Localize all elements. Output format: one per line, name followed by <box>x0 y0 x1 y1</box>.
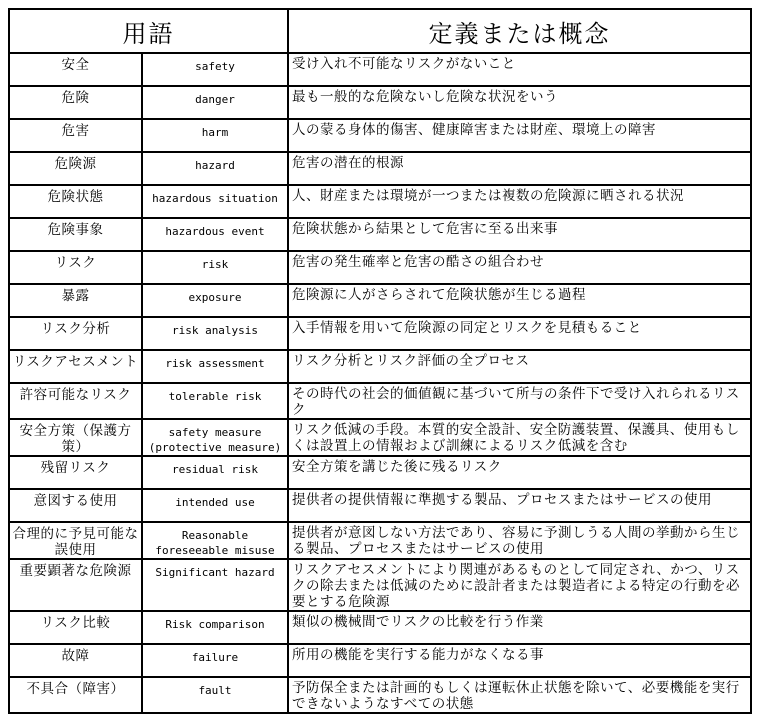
term-en-cell: intended use <box>142 489 288 522</box>
table-row <box>9 383 751 419</box>
term-ja-cell: 安全方策（保護方策） <box>9 419 142 456</box>
term-en-cell: failure <box>142 644 288 677</box>
term-en-cell: safety <box>142 53 288 86</box>
definition-cell: リスクアセスメントにより関連があるものとして同定され、かつ、リスクの除去または低減のために設計者または製造者による特定の行動を必要とする危険源 <box>288 559 751 611</box>
term-en-cell: Reasonable foreseeable misuse <box>142 522 288 559</box>
definition-cell: リスク分析とリスク評価の全プロセス <box>288 350 751 383</box>
term-ja-cell: 危害 <box>9 119 142 152</box>
term-en-cell: harm <box>142 119 288 152</box>
definition-cell: 危害の潜在的根源 <box>288 152 751 185</box>
term-ja-cell: 危険源 <box>9 152 142 185</box>
terminology-table-container <box>8 8 752 714</box>
term-en-cell: risk <box>142 251 288 284</box>
table-body <box>9 53 751 713</box>
term-en-cell: risk assessment <box>142 350 288 383</box>
term-ja-cell: 危険 <box>9 86 142 119</box>
term-en-cell: fault <box>142 677 288 713</box>
definition-cell: 提供者の提供情報に準拠する製品、プロセスまたはサービスの使用 <box>288 489 751 522</box>
term-en-cell: exposure <box>142 284 288 317</box>
term-ja-cell: 許容可能なリスク <box>9 383 142 419</box>
term-ja-cell: 安全 <box>9 53 142 86</box>
table-row <box>9 611 751 644</box>
definition-cell: リスク低減の手段。本質的安全設計、安全防護装置、保護具、使用もしくは設置上の情報および訓練によるリスク低減を含む <box>288 419 751 456</box>
header-definition: 定義または概念 <box>288 9 751 53</box>
term-ja-cell: リスクアセスメント <box>9 350 142 383</box>
definition-cell: 危害の発生確率と危害の酷さの組合わせ <box>288 251 751 284</box>
table-header <box>9 9 751 53</box>
term-en-cell: hazardous event <box>142 218 288 251</box>
table-row <box>9 119 751 152</box>
term-ja-cell: 合理的に予見可能な誤使用 <box>9 522 142 559</box>
term-ja-cell: 意図する使用 <box>9 489 142 522</box>
table-row <box>9 489 751 522</box>
term-en-cell: Risk comparison <box>142 611 288 644</box>
term-ja-cell: 暴露 <box>9 284 142 317</box>
table-row <box>9 350 751 383</box>
definition-cell: 所用の機能を実行する能力がなくなる事 <box>288 644 751 677</box>
table-row <box>9 218 751 251</box>
term-ja-cell: 危険事象 <box>9 218 142 251</box>
term-en-cell: safety measure (protective measure) <box>142 419 288 456</box>
table-row <box>9 53 751 86</box>
table-row <box>9 284 751 317</box>
term-ja-cell: リスク <box>9 251 142 284</box>
term-ja-cell: リスク分析 <box>9 317 142 350</box>
definition-cell: 予防保全または計画的もしくは運転休止状態を除いて、必要機能を実行できないようなすべての状態 <box>288 677 751 713</box>
header-term: 用語 <box>9 9 288 53</box>
terminology-table <box>8 8 752 714</box>
table-row <box>9 419 751 456</box>
table-row <box>9 317 751 350</box>
term-en-cell: Significant hazard <box>142 559 288 611</box>
term-en-cell: residual risk <box>142 456 288 489</box>
table-row <box>9 86 751 119</box>
definition-cell: 入手情報を用いて危険源の同定とリスクを見積もること <box>288 317 751 350</box>
definition-cell: 最も一般的な危険ないし危険な状況をいう <box>288 86 751 119</box>
term-ja-cell: 危険状態 <box>9 185 142 218</box>
definition-cell: 人、財産または環境が一つまたは複数の危険源に晒される状況 <box>288 185 751 218</box>
term-ja-cell: 故障 <box>9 644 142 677</box>
table-row <box>9 559 751 611</box>
definition-cell: 類似の機械間でリスクの比較を行う作業 <box>288 611 751 644</box>
term-ja-cell: 残留リスク <box>9 456 142 489</box>
definition-cell: 人の蒙る身体的傷害、健康障害または財産、環境上の障害 <box>288 119 751 152</box>
term-en-cell: danger <box>142 86 288 119</box>
table-row <box>9 185 751 218</box>
term-en-cell: risk analysis <box>142 317 288 350</box>
term-en-cell: tolerable risk <box>142 383 288 419</box>
table-row <box>9 251 751 284</box>
term-ja-cell: リスク比較 <box>9 611 142 644</box>
table-row <box>9 152 751 185</box>
table-row <box>9 522 751 559</box>
header-row <box>9 9 751 53</box>
definition-cell: 受け入れ不可能なリスクがないこと <box>288 53 751 86</box>
table-row <box>9 644 751 677</box>
term-en-cell: hazard <box>142 152 288 185</box>
term-ja-cell: 重要顕著な危険源 <box>9 559 142 611</box>
definition-cell: 危険源に人がさらされて危険状態が生じる過程 <box>288 284 751 317</box>
table-row <box>9 677 751 713</box>
definition-cell: 提供者が意図しない方法であり、容易に予測しうる人間の挙動から生じる製品、プロセスまたはサービスの使用 <box>288 522 751 559</box>
definition-cell: 安全方策を講じた後に残るリスク <box>288 456 751 489</box>
term-en-cell: hazardous situation <box>142 185 288 218</box>
term-ja-cell: 不具合（障害） <box>9 677 142 713</box>
definition-cell: 危険状態から結果として危害に至る出来事 <box>288 218 751 251</box>
table-row <box>9 456 751 489</box>
definition-cell: その時代の社会的価値観に基づいて所与の条件下で受け入れられるリスク <box>288 383 751 419</box>
